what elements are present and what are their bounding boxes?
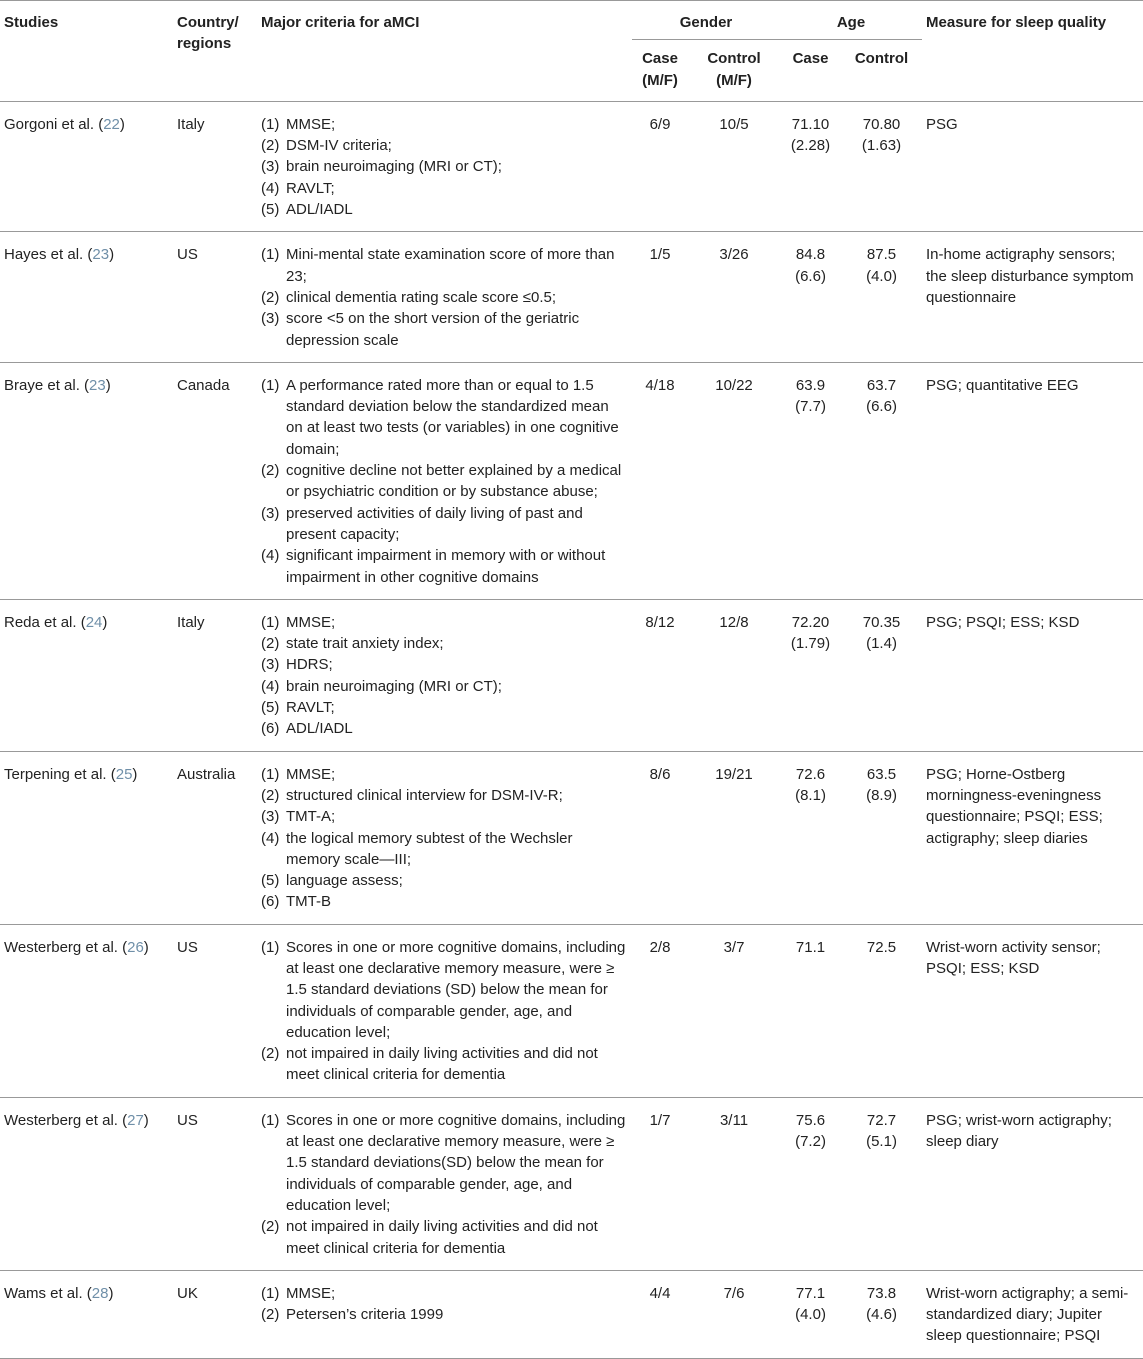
- age-control-cell: [841, 232, 922, 362]
- header-age-case: Case: [792, 50, 829, 68]
- age-case-mean: 75.6: [795, 1111, 826, 1129]
- study-cell: [0, 1097, 173, 1270]
- age-case-sd: (4.0): [795, 1306, 826, 1324]
- study-name: Wams et al. (: [4, 1284, 92, 1302]
- criteria-item: [261, 828, 628, 871]
- age-control-mean: 63.7: [866, 376, 897, 394]
- gender-control-cell: 7/6: [723, 1284, 745, 1302]
- table-row: [0, 101, 1143, 231]
- reference-link[interactable]: 23: [89, 376, 106, 394]
- header-measure: Measure for sleep quality: [926, 14, 1107, 31]
- criteria-text: Petersen’s criteria 1999: [286, 1306, 444, 1324]
- reference-link[interactable]: 23: [92, 246, 110, 264]
- criteria-number: (2): [261, 1306, 280, 1324]
- header-age: Age: [780, 1, 922, 40]
- criteria-number: (6): [261, 720, 280, 738]
- criteria-list: [261, 764, 628, 913]
- table-row: [0, 751, 1143, 924]
- criteria-list: [261, 612, 628, 740]
- study-name-end: ): [109, 246, 115, 264]
- gender-control-cell: 3/26: [719, 246, 749, 264]
- criteria-text: state trait anxiety index;: [286, 635, 444, 653]
- criteria-number: (5): [261, 699, 280, 717]
- criteria-cell: [257, 232, 632, 362]
- header-gender: Gender: [632, 1, 780, 40]
- age-control-mean: 72.5: [866, 938, 897, 956]
- age-control-sd: (5.1): [866, 1133, 897, 1151]
- criteria-text: not impaired in daily living activities and did not meet clinical criteria for dementia: [286, 1218, 598, 1257]
- gender-control-cell: 19/21: [715, 765, 753, 783]
- criteria-number: (3): [261, 656, 280, 674]
- reference-link[interactable]: 27: [127, 1111, 144, 1129]
- country-cell: US: [177, 1111, 198, 1129]
- criteria-item: [261, 612, 628, 633]
- criteria-item: [261, 308, 628, 351]
- gender-case-cell: 1/5: [649, 246, 671, 264]
- criteria-item: [261, 199, 628, 220]
- criteria-number: (5): [261, 201, 280, 219]
- header-criteria: Major criteria for aMCI: [261, 14, 420, 31]
- age-case-cell: [780, 1097, 841, 1270]
- measure-cell: Wrist-worn actigraphy; a semi-standardized diary; Jupiter sleep questionnaire; PSQI: [926, 1284, 1129, 1345]
- header-gender-control: Control (M/F): [707, 50, 761, 89]
- age-case-cell: [780, 751, 841, 924]
- age-control-cell: [841, 1270, 922, 1358]
- measure-cell: PSG; quantitative EEG: [926, 376, 1079, 394]
- criteria-cell: [257, 362, 632, 599]
- table-row: [0, 1097, 1143, 1270]
- criteria-number: (4): [261, 179, 280, 197]
- age-case-sd: (7.7): [795, 398, 826, 416]
- study-name: Westerberg et al. (: [4, 1111, 128, 1129]
- table-row: [0, 924, 1143, 1097]
- criteria-number: (4): [261, 829, 280, 847]
- criteria-text: ADL/IADL: [286, 720, 353, 738]
- study-name: Terpening et al. (: [4, 765, 116, 783]
- age-control-mean: 73.8: [866, 1284, 897, 1302]
- header-studies: Studies: [4, 14, 59, 31]
- age-case-mean: 72.6: [795, 765, 826, 783]
- criteria-text: brain neuroimaging (MRI or CT);: [286, 677, 502, 695]
- criteria-item: [261, 114, 628, 135]
- age-case-mean: 71.1: [795, 938, 826, 956]
- criteria-text: RAVLT;: [286, 699, 335, 717]
- age-control-cell: [841, 362, 922, 599]
- criteria-text: score <5 on the short version of the geriatric depression scale: [286, 310, 580, 349]
- reference-link[interactable]: 26: [127, 938, 144, 956]
- criteria-item: [261, 764, 628, 785]
- criteria-text: Scores in one or more cognitive domains, including at least one declarative memory measure, were ≥ 1.5 standard deviations(SD) below the mean for individuals of comparable gender, age, and education level;: [286, 1111, 626, 1214]
- gender-case-cell: 2/8: [649, 938, 671, 956]
- study-cell: [0, 1270, 173, 1358]
- criteria-text: cognitive decline not better explained by a medical or psychiatric condition or by substance abuse;: [286, 462, 622, 501]
- criteria-item: [261, 1043, 628, 1086]
- criteria-item: [261, 178, 628, 199]
- gender-control-cell: 12/8: [719, 613, 749, 631]
- age-case-mean: 63.9: [795, 376, 826, 394]
- criteria-cell: [257, 599, 632, 751]
- country-cell: US: [177, 938, 198, 956]
- age-control-mean: 70.35: [862, 613, 901, 631]
- age-control-cell: [841, 1097, 922, 1270]
- criteria-number: (2): [261, 635, 280, 653]
- criteria-text: language assess;: [286, 872, 403, 890]
- criteria-cell: [257, 1270, 632, 1358]
- age-case-mean: 71.10: [791, 115, 830, 133]
- criteria-item: [261, 697, 628, 718]
- age-case-cell: [780, 101, 841, 231]
- criteria-item: [261, 654, 628, 675]
- gender-case-cell: 8/12: [645, 613, 675, 631]
- age-control-sd: (4.6): [866, 1306, 897, 1324]
- age-case-sd: (1.79): [790, 635, 831, 653]
- criteria-number: (2): [261, 137, 280, 155]
- age-control-mean: 72.7: [866, 1111, 897, 1129]
- gender-case-cell: 4/4: [649, 1284, 671, 1302]
- criteria-item: [261, 806, 628, 827]
- criteria-list: [261, 1110, 628, 1259]
- criteria-text: ADL/IADL: [286, 201, 353, 219]
- criteria-text: MMSE;: [286, 1284, 336, 1302]
- gender-control-cell: 3/7: [723, 938, 745, 956]
- age-case-cell: [780, 924, 841, 1097]
- criteria-cell: [257, 101, 632, 231]
- age-case-sd: (6.6): [795, 267, 826, 285]
- country-cell: Italy: [177, 613, 205, 631]
- age-case-sd: (7.2): [795, 1133, 826, 1151]
- criteria-number: (3): [261, 808, 280, 826]
- reference-link[interactable]: 22: [103, 115, 120, 133]
- criteria-text: RAVLT;: [286, 179, 335, 197]
- header-country: Country/ regions: [177, 14, 239, 53]
- age-case-mean: 72.20: [791, 613, 830, 631]
- age-case-mean: 84.8: [795, 246, 826, 264]
- criteria-item: [261, 503, 628, 546]
- study-name-end: ): [102, 613, 108, 631]
- criteria-text: the logical memory subtest of the Wechsler memory scale—III;: [286, 829, 573, 868]
- age-control-mean: 63.5: [866, 765, 897, 783]
- criteria-item: [261, 937, 628, 1043]
- age-case-cell: [780, 1270, 841, 1358]
- criteria-text: Scores in one or more cognitive domains, including at least one declarative memory measure, were ≥ 1.5 standard deviations (SD) below the mean for individuals of comparable gender, age, and education level;: [286, 938, 626, 1041]
- table-header: [0, 1, 1143, 102]
- study-name-end: ): [143, 938, 149, 956]
- criteria-item: [261, 375, 628, 460]
- study-cell: [0, 599, 173, 751]
- criteria-item: [261, 870, 628, 891]
- study-name-end: ): [105, 376, 111, 394]
- table-body: [0, 101, 1143, 1358]
- country-cell: UK: [177, 1284, 198, 1302]
- country-cell: Australia: [177, 765, 236, 783]
- age-case-sd: (2.28): [790, 137, 831, 155]
- criteria-number: (1): [261, 115, 280, 133]
- criteria-number: (4): [261, 677, 280, 695]
- criteria-number: (1): [261, 765, 280, 783]
- study-name: Gorgoni et al. (: [4, 115, 104, 133]
- measure-cell: PSG; Horne-Ostberg morningness-eveningness questionnaire; PSQI; ESS; actigraphy; sleep diaries: [926, 765, 1103, 847]
- criteria-text: MMSE;: [286, 613, 336, 631]
- study-name: Hayes et al. (: [4, 246, 93, 264]
- criteria-text: significant impairment in memory with or without impairment in other cognitive domains: [286, 547, 606, 586]
- table-row: [0, 232, 1143, 362]
- criteria-list: [261, 937, 628, 1086]
- gender-case-cell: 8/6: [649, 765, 671, 783]
- criteria-item: [261, 676, 628, 697]
- criteria-item: [261, 633, 628, 654]
- age-control-sd: (6.6): [866, 398, 897, 416]
- criteria-item: [261, 287, 628, 308]
- criteria-item: [261, 718, 628, 739]
- age-case-sd: (8.1): [795, 786, 826, 804]
- criteria-text: TMT-B: [286, 893, 331, 911]
- criteria-number: (1): [261, 1111, 280, 1129]
- criteria-text: DSM-IV criteria;: [286, 137, 392, 155]
- gender-case-cell: 1/7: [649, 1111, 671, 1129]
- age-case-mean: 77.1: [795, 1284, 826, 1302]
- criteria-number: (2): [261, 1045, 280, 1063]
- criteria-number: (4): [261, 547, 280, 565]
- reference-link[interactable]: 25: [115, 765, 133, 783]
- age-control-mean: 70.80: [862, 115, 901, 133]
- study-cell: [0, 751, 173, 924]
- criteria-number: (2): [261, 1218, 280, 1236]
- age-case-cell: [780, 362, 841, 599]
- measure-cell: PSG; PSQI; ESS; KSD: [926, 613, 1080, 631]
- age-control-sd: (4.0): [866, 267, 897, 285]
- criteria-number: (1): [261, 613, 280, 631]
- header-gender-case: Case (M/F): [642, 50, 678, 89]
- criteria-number: (3): [261, 310, 280, 328]
- criteria-number: (1): [261, 1284, 280, 1302]
- criteria-text: MMSE;: [286, 765, 336, 783]
- study-name: Westerberg et al. (: [4, 938, 128, 956]
- header-age-control: Control: [854, 50, 909, 68]
- age-control-sd: (8.9): [866, 786, 897, 804]
- study-cell: [0, 232, 173, 362]
- criteria-text: MMSE;: [286, 115, 336, 133]
- criteria-list: [261, 244, 628, 350]
- criteria-item: [261, 545, 628, 588]
- criteria-text: TMT-A;: [286, 808, 336, 826]
- gender-control-cell: 10/5: [719, 115, 749, 133]
- criteria-list: [261, 375, 628, 588]
- gender-control-cell: 10/22: [715, 376, 753, 394]
- criteria-number: (1): [261, 376, 280, 394]
- table-row: [0, 599, 1143, 751]
- country-cell: Italy: [177, 115, 205, 133]
- criteria-number: (2): [261, 288, 280, 306]
- age-control-sd: (1.63): [861, 137, 902, 155]
- criteria-text: clinical dementia rating scale score ≤0.5;: [286, 288, 557, 306]
- criteria-number: (1): [261, 246, 280, 264]
- study-cell: [0, 924, 173, 1097]
- criteria-item: [261, 460, 628, 503]
- criteria-item: [261, 244, 628, 287]
- study-name-end: ): [143, 1111, 149, 1129]
- criteria-list: [261, 114, 628, 220]
- criteria-text: not impaired in daily living activities and did not meet clinical criteria for dementia: [286, 1045, 598, 1084]
- criteria-item: [261, 1283, 628, 1304]
- gender-case-cell: 6/9: [649, 115, 671, 133]
- country-cell: Canada: [177, 376, 230, 394]
- criteria-item: [261, 1304, 628, 1325]
- criteria-text: Mini-mental state examination score of more than 23;: [286, 246, 615, 285]
- criteria-item: [261, 156, 628, 177]
- criteria-number: (3): [261, 504, 280, 522]
- age-control-cell: [841, 924, 922, 1097]
- criteria-list: [261, 1283, 628, 1326]
- study-cell: [0, 101, 173, 231]
- criteria-text: structured clinical interview for DSM-IV-R;: [286, 786, 563, 804]
- measure-cell: PSG; wrist-worn actigraphy; sleep diary: [926, 1111, 1112, 1151]
- study-name-end: ): [132, 765, 138, 783]
- criteria-cell: [257, 751, 632, 924]
- table-row: [0, 1270, 1143, 1358]
- measure-cell: Wrist-worn activity sensor; PSQI; ESS; KSD: [926, 938, 1101, 977]
- gender-case-cell: 4/18: [645, 376, 675, 394]
- criteria-item: [261, 891, 628, 912]
- criteria-text: A performance rated more than or equal to 1.5 standard deviation below the standardized mean on at least two tests (or variables) in one cognitive domain;: [286, 376, 619, 458]
- measure-cell: In-home actigraphy sensors; the sleep disturbance symptom questionnaire: [926, 246, 1134, 306]
- criteria-text: brain neuroimaging (MRI or CT);: [286, 158, 502, 176]
- study-name: Braye et al. (: [4, 376, 90, 394]
- country-cell: US: [177, 246, 198, 264]
- age-control-cell: [841, 599, 922, 751]
- table-row: [0, 362, 1143, 599]
- criteria-cell: [257, 1097, 632, 1270]
- criteria-cell: [257, 924, 632, 1097]
- age-control-cell: [841, 101, 922, 231]
- criteria-number: (2): [261, 462, 280, 480]
- criteria-item: [261, 1216, 628, 1259]
- age-case-cell: [780, 599, 841, 751]
- reference-link[interactable]: 24: [85, 613, 103, 631]
- study-name: Reda et al. (: [4, 613, 86, 631]
- criteria-number: (2): [261, 786, 280, 804]
- criteria-number: (6): [261, 893, 280, 911]
- criteria-text: HDRS;: [286, 656, 333, 674]
- criteria-number: (3): [261, 158, 280, 176]
- criteria-item: [261, 135, 628, 156]
- age-control-mean: 87.5: [866, 246, 897, 264]
- age-control-cell: [841, 751, 922, 924]
- criteria-number: (1): [261, 938, 280, 956]
- age-case-cell: [780, 232, 841, 362]
- study-cell: [0, 362, 173, 599]
- study-name-end: ): [108, 1284, 114, 1302]
- criteria-item: [261, 785, 628, 806]
- gender-control-cell: 3/11: [719, 1111, 749, 1129]
- criteria-item: [261, 1110, 628, 1216]
- age-control-sd: (1.4): [866, 635, 897, 653]
- criteria-number: (5): [261, 872, 280, 890]
- measure-cell: PSG: [926, 115, 958, 133]
- study-name-end: ): [119, 115, 125, 133]
- reference-link[interactable]: 28: [91, 1284, 109, 1302]
- criteria-text: preserved activities of daily living of past and present capacity;: [286, 504, 583, 543]
